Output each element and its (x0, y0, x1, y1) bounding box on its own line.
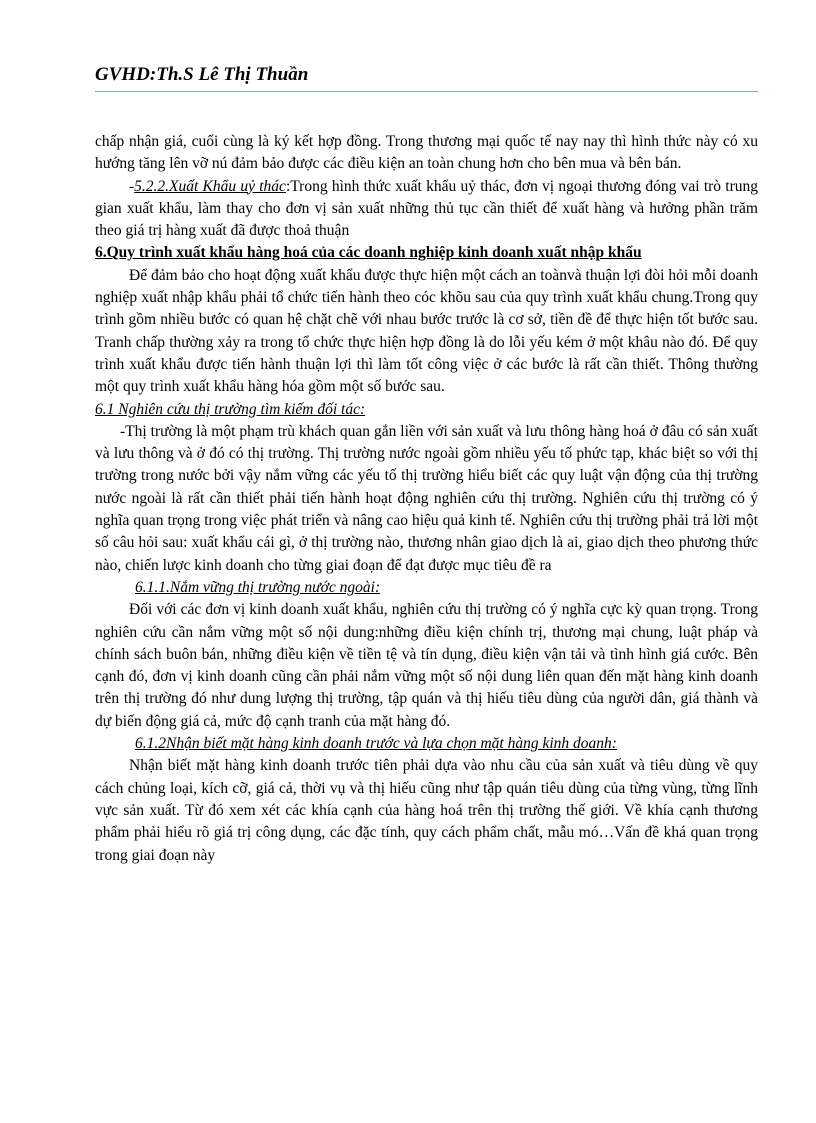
paragraph-continuation: chấp nhận giá, cuối cùng là ký kết hợp đồng. Trong thương mại quốc tế nay nay thì hình thức này có xu hướng tăng lên vỡ nú đảm bảo được các điều kiện an toàn chung hơn cho bên mua và bên bán. (95, 133, 758, 173)
paragraph-foreign-market: Đối với các đơn vị kinh doanh xuất khẩu, nghiên cứu thị trường có ý nghĩa cực kỳ quan trọng. Trong nghiên cứu cần nắm vững một số nội dung:những điều kiện chính trị, thương mại chung, luật pháp và chính sách buôn bán, những điều kiện về tiền tệ và tín dụng, điều kiện vận tải và tình hình giá cước. Bên cạnh đó, đơn vị kinh doanh cũng cần phải nắm vững một số nội dung liên quan đến mặt hàng kinh doanh trên thị trường đó như dung lượng thị trường, tập quán và thị hiếu tiêu dùng của người dân, giá thành và dự biến động giá cả, mức độ cạnh tranh của mặt hàng đó. (95, 601, 758, 730)
paragraph-process-intro: Để đảm bảo cho hoạt động xuất khẩu được thực hiện một cách an toànvà thuận lợi đòi hỏi mỗi doanh nghiệp xuất nhập khẩu phải tổ chức tiến hành theo cóc khõu sau của quy trình xuất khẩu chung.Trong quy trình gồm nhiều bước có quan hệ chặt chẽ với nhau bước trước là cơ sở, tiền đề để thực hiện tốt bước sau. Tranh chấp thường xảy ra trong tổ chức thực hiện hợp đồng là do lỗi yếu kém ở một khâu nào đó. Để quy trình xuất khẩu được tiến hành thuận lợi thì làm tốt công việc ở các bước là rất cần thiết. Thông thường một quy trình xuất khẩu hàng hóa gồm một số bước sau. (95, 266, 758, 396)
document-body (95, 131, 758, 867)
page-header-title: GVHD:Th.S Lê Thị Thuần (95, 64, 309, 85)
subsection-5-2-2-text: :Trong hình thức xuất khẩu uỷ thác, đơn vị ngoại thương đóng vai trò trung gian xuất khẩu, làm thay cho đơn vị sản xuất những thủ tục cần thiết để xuất hàng và hưởng phần trăm theo giá trị hàng xuất đã được thoả thuận (95, 177, 758, 240)
section-heading-6: 6.Quy trình xuất khẩu hàng hoá của các doanh nghiệp kinh doanh xuất nhập khẩu (95, 244, 642, 262)
subsection-5-2-2 (95, 176, 758, 243)
paragraph-market-research: -Thị trường là một phạm trù khách quan gắn liền với sản xuất và lưu thông hàng hoá ở đâu có sản xuất và lưu thông và ở đó có thị trường. Thị trường nước ngoài gồm nhiều yếu tố phức tạp, khác biệt so với thị trường trong nước bởi vậy nắm vững các yếu tố thị trường hiểu biết các quy luật vận động của thị trường nước ngoài là rất cần thiết phải tiến hành hoạt động nghiên cứu thị trường. Nghiên cứu thị trường có ý nghĩa quan trọng trong việc phát triển và nâng cao hiệu quả kinh tế. Nghiên cứu thị trường phải trả lời một số câu hỏi sau: xuất khẩu cái gì, ở thị trường nào, thương nhân giao dịch là ai, giao dịch theo phương thức nào, chiến lược kinh doanh cho từng giai đoạn để đạt được mục tiêu đề ra (95, 422, 758, 574)
subsection-5-2-2-title: 5.2.2.Xuất Khẩu uỷ thác (134, 177, 286, 195)
section-heading-6-1: 6.1 Nghiên cứu thị trường tìm kiếm đối tác: (95, 400, 366, 418)
subsection-6-1-1-label: 6.1.1.Nắm vững thị trường nước ngoài: (135, 578, 381, 596)
paragraph-product-selection: Nhận biết mặt hàng kinh doanh trước tiên phải dựa vào nhu cầu của sản xuất và tiêu dùng về quy cách chủng loại, kích cỡ, giá cả, thời vụ và thị hiếu cũng như tập quán tiêu dùng của từng vùng, từng lĩnh vực sản xuất. Từ đó xem xét các khía cạnh của hàng hoá trên thị trường thế giới. Về khía cạnh thương phẩm phải hiểu rõ giá trị công dụng, các đặc tính, quy cách phẩm chất, mẫu mó…Vấn đề khá quan trọng trong giai đoạn này (95, 757, 758, 864)
subsection-6-1-1-title (95, 577, 758, 599)
header-divider (95, 91, 758, 92)
subsection-6-1-2-title (95, 733, 758, 755)
subsection-6-1-2-label: 6.1.2Nhận biết mặt hàng kinh doanh trước và lựa chọn mặt hàng kinh doanh: (135, 735, 617, 753)
subsection-dash: - (129, 177, 135, 195)
